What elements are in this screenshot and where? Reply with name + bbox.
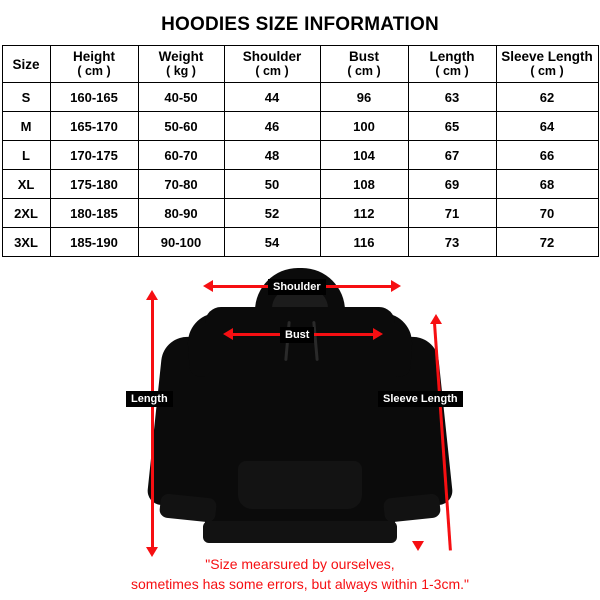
cell-weight: 90-100 [138,228,224,257]
column-header-height: Height ( cm ) [50,46,138,83]
sleeve-length-label: Sleeve Length [378,391,463,407]
cell-height: 175-180 [50,170,138,199]
column-header-sleeve-length: Sleeve Length ( cm ) [496,46,598,83]
length-measure-line [151,299,154,549]
cell-size: XL [2,170,50,199]
cell-length: 63 [408,83,496,112]
cell-shoulder: 54 [224,228,320,257]
cell-height: 165-170 [50,112,138,141]
cell-length: 65 [408,112,496,141]
table-row [2,228,598,257]
cell-weight: 40-50 [138,83,224,112]
cell-bust: 100 [320,112,408,141]
cuff-left [159,493,217,523]
measurement-note-line-2: sometimes has some errors, but always within 1-3cm." [131,576,469,592]
column-header-shoulder: Shoulder ( cm ) [224,46,320,83]
cell-shoulder: 46 [224,112,320,141]
sleeve-arrow-down-icon [412,541,424,551]
measurement-note [0,554,600,594]
table-row [2,83,598,112]
cell-sleeve-length: 62 [496,83,598,112]
sleeve-arrow-up-icon [430,314,442,324]
cell-sleeve-length: 68 [496,170,598,199]
cell-weight: 80-90 [138,199,224,228]
cell-height: 170-175 [50,141,138,170]
table-row [2,112,598,141]
bust-label: Bust [280,327,314,343]
length-label: Length [126,391,173,407]
shoulder-label: Shoulder [268,279,326,295]
cell-sleeve-length: 66 [496,141,598,170]
cell-height: 180-185 [50,199,138,228]
column-header-weight: Weight ( kg ) [138,46,224,83]
cell-weight: 50-60 [138,112,224,141]
cell-bust: 108 [320,170,408,199]
cell-weight: 70-80 [138,170,224,199]
cell-bust: 112 [320,199,408,228]
page-title: HOODIES SIZE INFORMATION [161,14,439,35]
table-header-row [2,46,598,83]
cell-bust: 96 [320,83,408,112]
bust-arrow-left-icon [223,328,233,340]
cell-size: S [2,83,50,112]
length-arrow-up-icon [146,290,158,300]
cell-length: 71 [408,199,496,228]
cell-sleeve-length: 64 [496,112,598,141]
cell-height: 185-190 [50,228,138,257]
column-header-length: Length ( cm ) [408,46,496,83]
cell-size: 3XL [2,228,50,257]
cell-shoulder: 44 [224,83,320,112]
cell-length: 67 [408,141,496,170]
cell-shoulder: 48 [224,141,320,170]
cell-sleeve-length: 70 [496,199,598,228]
table-row [2,141,598,170]
cell-bust: 116 [320,228,408,257]
cell-size: M [2,112,50,141]
cell-sleeve-length: 72 [496,228,598,257]
cell-size: 2XL [2,199,50,228]
hoodie-illustration [0,263,600,553]
cell-weight: 60-70 [138,141,224,170]
cell-height: 160-165 [50,83,138,112]
hoodie-measurement-diagram [0,263,600,553]
cell-size: L [2,141,50,170]
hem-band [203,521,397,543]
table-row [2,199,598,228]
column-header-bust: Bust ( cm ) [320,46,408,83]
cell-bust: 104 [320,141,408,170]
kangaroo-pocket [238,461,362,509]
shoulder-arrow-left-icon [203,280,213,292]
measurement-note-line-1: "Size mearsured by ourselves, [205,556,395,572]
table-row [2,170,598,199]
cell-shoulder: 50 [224,170,320,199]
column-header-size: Size [2,46,50,83]
cell-shoulder: 52 [224,199,320,228]
bust-arrow-right-icon [373,328,383,340]
shoulder-arrow-right-icon [391,280,401,292]
size-table [2,45,599,257]
cuff-right [383,493,441,523]
cell-length: 69 [408,170,496,199]
cell-length: 73 [408,228,496,257]
